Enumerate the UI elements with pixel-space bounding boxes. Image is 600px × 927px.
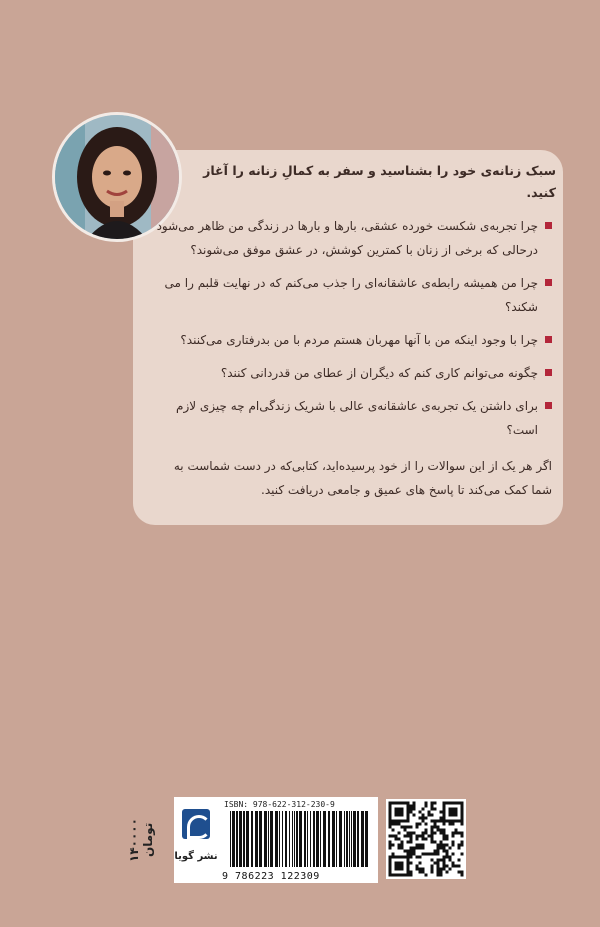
bullet-square-icon — [545, 279, 552, 286]
headline: سبک زنانه‌ی خود را بشناسید و سفر به کمالِ زنانه را آغاز کنید. — [203, 163, 556, 200]
question-item — [150, 361, 552, 385]
question-text: چگونه می‌توانم کاری کنم که دیگران از عطای من قدردانی کنند؟ — [220, 366, 538, 380]
question-text: چرا من همیشه رابطه‌ی عاشقانه‌ای را جذب می‌کنم که در نهایت قلبم را می شکند؟ — [164, 276, 538, 314]
price-label: ۱۴۰۰۰۰ تومان — [127, 818, 155, 862]
publisher-box — [174, 797, 218, 883]
barcode — [218, 797, 378, 883]
barcode-number: 9 786223 122309 — [222, 871, 320, 882]
bullet-square-icon — [545, 402, 552, 409]
question-text: چرا تجربه‌ی شکست خورده عشقی، بارها و بارها در زندگی من ظاهر می‌شود درحالی که برخی از زنان با کمترین کوشش، در عشق موفق می‌شوند؟ — [156, 219, 538, 257]
qr-code — [386, 799, 466, 879]
back-cover-text — [150, 160, 556, 514]
question-item — [150, 328, 552, 352]
closing-paragraph: اگر هر یک از این سوالات را از خود پرسیده‌اید، کتابی‌که در دست شماست به شما کمک می‌کند تا پاسخ های عمیق و جامعی دریافت کنید. — [173, 459, 552, 497]
qr-code-icon — [386, 799, 466, 879]
bullet-square-icon — [545, 369, 552, 376]
isbn-label: ISBN: 978-622-312-230-9 — [224, 800, 335, 809]
question-item — [150, 214, 552, 262]
bullet-square-icon — [545, 222, 552, 229]
question-text: چرا با وجود اینکه من با آنها مهربان هستم مردم با من بدرفتاری می‌کنند؟ — [180, 333, 538, 347]
publisher-name: نشر گویا — [174, 851, 218, 862]
question-text: برای داشتن یک تجربه‌ی عاشقانه‌ی عالی با شریک زندگی‌ام چه چیزی لازم است؟ — [176, 399, 538, 437]
publisher-logo-mark-icon — [187, 815, 211, 839]
question-item — [150, 394, 552, 442]
bullet-square-icon — [545, 336, 552, 343]
question-item — [150, 271, 552, 319]
